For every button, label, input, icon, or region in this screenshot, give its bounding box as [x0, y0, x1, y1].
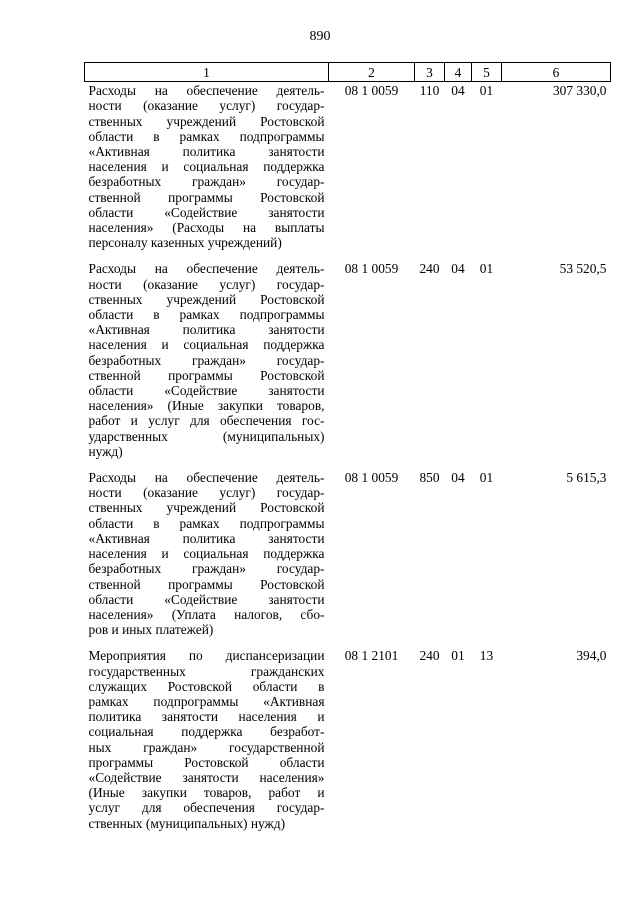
- description-line: населения» (Расходы на выплаты: [88, 220, 325, 236]
- column-header-2: 2: [329, 63, 415, 82]
- table-row: [85, 469, 611, 647]
- description-line: ности (оказание услуг) государ-: [88, 276, 325, 292]
- description-line: «Активная политика занятости: [88, 530, 325, 546]
- page-number: 890: [309, 29, 331, 44]
- description-line: политика занятости населения и: [88, 709, 325, 725]
- description-line: государственных гражданских: [88, 663, 325, 679]
- row-section: 04: [451, 83, 465, 99]
- description-line: ственных (муниципальных) нужд): [88, 815, 286, 831]
- description-line: «Содействие занятости населения»: [88, 769, 325, 785]
- row-description: [85, 260, 329, 469]
- row-amount: 5 615,3: [566, 470, 607, 486]
- description-line: услуг для обеспечения государ-: [88, 800, 325, 816]
- row-subsection: 13: [479, 648, 494, 664]
- column-header-5: 5: [472, 63, 502, 82]
- description-line: безработных граждан» государ-: [88, 561, 325, 577]
- description-line: области «Содействие занятости: [88, 204, 325, 220]
- description-line: населения» (Иные закупки товаров,: [88, 398, 325, 414]
- description-line: ственных учреждений Ростовской: [88, 291, 325, 307]
- description-line: ров и иных платежей): [88, 622, 214, 638]
- description-line: ударственных (муниципальных): [88, 428, 325, 444]
- description-line: «Активная политика занятости: [88, 144, 325, 160]
- column-header-4: 4: [445, 63, 472, 82]
- row-amount: 53 520,5: [559, 261, 607, 277]
- row-code: 08 1 0059: [344, 470, 399, 486]
- row-description: [85, 82, 329, 261]
- description-line: ности (оказание услуг) государ-: [88, 98, 325, 114]
- column-header-6: 6: [502, 63, 611, 82]
- table-row: [85, 260, 611, 469]
- description-line: (Иные закупки товаров, работ и: [88, 785, 325, 801]
- row-expense-type: 110: [419, 83, 440, 99]
- description-line: населения и социальная поддержка: [88, 546, 325, 562]
- row-expense-type: 240: [419, 648, 440, 664]
- column-header-1: 1: [85, 63, 329, 82]
- row-code: 08 1 0059: [344, 83, 399, 99]
- description-line: Расходы на обеспечение деятель-: [88, 261, 325, 277]
- row-subsection: 01: [479, 83, 494, 99]
- description-line: ственной программы Ростовской: [88, 367, 325, 383]
- row-section: 01: [451, 648, 465, 664]
- description-line: ности (оказание услуг) государ-: [88, 485, 325, 501]
- description-line: ных граждан» государственной: [88, 739, 325, 755]
- description-line: ственной программы Ростовской: [88, 576, 325, 592]
- row-amount: 394,0: [576, 648, 607, 664]
- description-line: «Активная политика занятости: [88, 322, 325, 338]
- description-line: населения и социальная поддержка: [88, 337, 325, 353]
- row-code: 08 1 2101: [344, 648, 399, 664]
- description-line: населения и социальная поддержка: [88, 159, 325, 175]
- row-subsection: 01: [479, 470, 494, 486]
- description-line: области в рамках подпрограммы: [88, 515, 325, 531]
- description-line: нужд): [88, 443, 123, 459]
- description-line: безработных граждан» государ-: [88, 174, 325, 190]
- description-line: служащих Ростовской области в: [88, 678, 325, 694]
- description-line: области в рамках подпрограммы: [88, 128, 325, 144]
- description-line: Мероприятия по диспансеризации: [88, 648, 325, 664]
- row-description: [85, 469, 329, 647]
- description-line: области «Содействие занятости: [88, 383, 325, 399]
- row-description: [85, 647, 329, 840]
- row-code: 08 1 0059: [344, 261, 399, 277]
- description-line: Расходы на обеспечение деятель-: [88, 470, 325, 486]
- row-subsection: 01: [479, 261, 494, 277]
- column-header-3: 3: [415, 63, 445, 82]
- budget-table: [84, 62, 611, 841]
- description-line: работ и услуг для обеспечения гос-: [88, 413, 325, 429]
- description-line: ственной программы Ростовской: [88, 189, 325, 205]
- description-line: области «Содействие занятости: [88, 591, 325, 607]
- row-expense-type: 850: [419, 470, 440, 486]
- table-row: [85, 82, 611, 261]
- description-line: программы Ростовской области: [88, 754, 325, 770]
- description-line: ственных учреждений Ростовской: [88, 113, 325, 129]
- description-line: безработных граждан» государ-: [88, 352, 325, 368]
- description-line: населения» (Уплата налогов, сбо-: [88, 606, 325, 622]
- description-line: ственных учреждений Ростовской: [88, 500, 325, 516]
- description-line: области в рамках подпрограммы: [88, 307, 325, 323]
- row-section: 04: [451, 261, 465, 277]
- row-amount: 307 330,0: [552, 83, 607, 99]
- description-line: социальная поддержка безработ-: [88, 724, 325, 740]
- table-row: [85, 647, 611, 840]
- row-section: 04: [451, 470, 465, 486]
- description-line: персоналу казенных учреждений): [88, 235, 282, 251]
- table-header-row: [85, 63, 611, 82]
- row-expense-type: 240: [419, 261, 440, 277]
- description-line: Расходы на обеспечение деятель-: [88, 83, 325, 99]
- description-line: рамках подпрограммы «Активная: [88, 693, 325, 709]
- table-body: [85, 82, 611, 841]
